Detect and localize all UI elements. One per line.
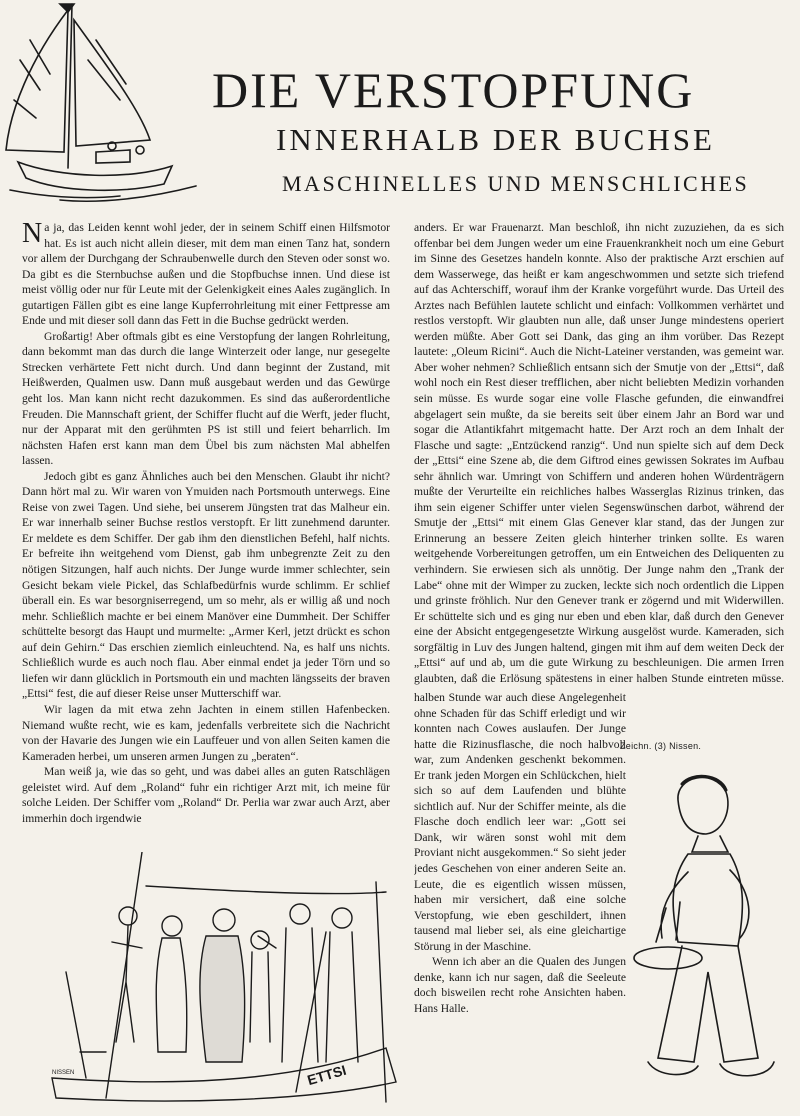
sailboat-illustration <box>0 0 200 205</box>
paragraph: anders. Er war Frauenarzt. Man beschloß, ihn nicht zuzuziehen, da es sich offenbar bei dem Jungen weder um eine Frauenkrankheit noch um eine Geburt im Sinne des Gesetzes handeln konnte. Also der praktische Arzt erschien auf dem Wasserwege, das heißt er kam angeschwommen und setzte sich triefend auf das Achterschiff, worauf ihm der Kranke vorgeführt wurde. Das Urteil des Arztes nach Befühlen lautete schlicht und einfach: Vollkommen verhärtet und restlos verstopft. Wir glaubten nun alle, daß unser Junge mindestens operiert werden müßte. Aber Gott sei Dank, das ging an ihm vorüber. Das Rezept lautete: „Oleum Ricini“. Auch die Nicht-Lateiner verstanden, was gemeint war. Aber woher nehmen? Schließlich entsann sich der Smutje von der „Ettsi“, daß wohl noch ein Rest dieser trefflichen, aber nicht beliebten Medizin vorhanden sein müsse. Es wurde sogar eine volle Flasche gefunden, die einwandfrei abgelagert sein mußte, da sie bereits seit über einem Jahr an Bord war und sogar die Atlantikfahrt mitgemacht hatte. Der Arzt roch an dem Inhalt der Flasche und sagte: „Entzückend ranzig“. Und nun spielte sich auf dem Deck der „Ettsi“ eine Szene ab, die dem Giftrod eines gewissen Sokrates im Aufbau sehr ähnlich war. Umringt von Schiffern und anderen hohen Würdenträgern mußte der Verurteilte ein reichliches halbes Wasserglas Rizinus trinken, das ihm sein eigener Schiffer unter vielen Segenswünschen darbot, während der Smutje der „Ettsi“ mit einem Glas Genever klar stand, das der Jungen zur Erinnerung an bessere Zeiten gleich hinterher trinken sollte. Es waren weitgehende Vorbereitungen getroffen, um ein Entweichen des Deliquenten zu verhindern. Sie erwiesen sich als unnötig. Der Junge nahm den „Trank der Labe“ ohne mit der Wimper zu zucken, leckte sich noch ordentlich die Lippen und grinste fröhlich. Nur den Genever trank er zögernd und mit Widerwillen. Er schüttelte sich und es ging nur eben und eben klar, daß durch den Genever eine der Absicht entgegengesetzte Wirkung ausgelöst wurde. Kameraden, sich sorgfältig in Luv des Jungen haltend, gingen mit ihm auf dem weiten Deck der „Ettsi“ auf und ab, um die gute Wirkung zu beschleunigen. Die armen Irren glaubten, daß die Erlösung spätestens in einer halben Stunde eintreten müsse. <box>414 221 784 685</box>
article-column-narrow <box>414 690 626 1090</box>
article-column-right <box>414 220 784 688</box>
illustration-credit: Zeichn. (3) Nissen. <box>620 741 702 751</box>
illustrator-signature: NISSEN <box>52 1070 75 1076</box>
page-title: DIE VERSTOPFUNG <box>212 62 695 118</box>
paragraph: halben Stunde war auch diese Angelegenheit ohne Schaden für das Schiff erledigt und wir konnten nach Cowes auslaufen. Der Junge hatte die Rizinusflasche, die noch halbvoll war, zum Andenken geschenkt bekommen. Er trank jeden Morgen ein Schlückchen, hielt sich so auf dem Laufenden und blühte sichtlich auf. Nur der Schiffer meinte, als die Flasche doch endlich leer war: „Gott sei Dank, wir wären sonst wohl mit dem Proviant nicht ausgekommen.“ So sieht jeder jedes Geschehen von einer anderen Seite an. Leute, die es eigentlich wissen müssen, haben mir versichert, daß eine solche Verstopfung, wie eben geschildert, ihnen tausend mal lieber sei, als eine gleichartige Störung in der Maschine. <box>414 691 626 953</box>
page-subtitle: INNERHALB DER BUCHSE <box>276 122 715 157</box>
article-column-left <box>22 220 390 840</box>
paragraph: Wenn ich aber an die Qualen des Jungen denke, kann ich nur sagen, daß die Seeleute doch bisweilen recht rohe Ansichten haben. Hans Halle. <box>414 955 626 1015</box>
paragraph: Großartig! Aber oftmals gibt es eine Verstopfung der langen Rohrleitung, dann bekommt man das durch die lange Winterzeit oder lange, nur gesegelte Strecken verhärtete Fett nicht durch. Und dann beginnt der Zustand, mit Heißwerden, Qualmen usw. Dann muß ausgebaut werden und das Gewürge geht los. Man kann nicht recht dazukommen. Es sind das außerordentliche Freuden. Die Mannschaft grient, der Schiffer flucht auf die Werft, jeder flucht, nur der Apparat mit den gerühmten PS ist still und feiert beharrlich. Im nächsten Hafen erst kann man dem Übel bis zum nächsten Mal abhelfen lassen. <box>22 329 390 468</box>
sailor-with-plate-illustration <box>628 762 794 1102</box>
drop-cap: N <box>22 220 43 249</box>
paragraph: Man weiß ja, wie das so geht, und was dabei alles an guten Ratschlägen geleistet wird. Auf dem „Roland“ fuhr ein richtiger Arzt mit, ich meine für solche Leiden. Der Schiffer vom „Roland“ Dr. Perlia war zwar auch Arzt, aber immerhin doch irgendwie <box>22 765 390 825</box>
crew-on-deck-illustration <box>46 852 406 1104</box>
paragraph: Jedoch gibt es ganz Ähnliches auch bei den Menschen. Glaubt ihr nicht? Dann hört mal zu. Wir waren von Ymuiden nach Portsmouth unterwegs. Eine Reise von zwei Tagen. Und siehe, bei unserem Jüngsten trat das Malheur ein. Er war innerhalb seiner Buchse restlos verstopft. Er litt zunehmend darunter. Er meldete es dem Schiffer. Der gab ihm den dienstlichen Befehl, half nichts. Er befreite ihn weitgehend vom Dienst, gab ihm unbegrenzte Zeit zu den nötigen Sitzungen, half auch nichts. Der Junge wurde immer schlechter, sein Gesicht bekam viele Pickel, das Schlafbedürfnis wurde schlimm. Er schlief überall ein. Es war besorgniserregend, um so mehr, als er willig aß und noch mehr. Schließlich machte er bei einem Manöver eine Dummheit. Der Schiffer schüttelte besorgt das Haupt und murmelte: „Armer Kerl, jetzt drückt es schon auf dein Gehirn.“ Das erschien ziemlich einleuchtend. Na, es half uns nichts. Schließlich wurde es auch noch flau. Aber einmal endet ja jeder Törn und so liefen wir dann glücklich in Portsmouth ein und machten längsseits der braven „Ettsi“ fest, die auf dieser Reise unser Mutterschiff war. <box>22 469 390 701</box>
boat-name-label: ETTSI <box>305 1061 348 1089</box>
article-header <box>0 0 800 208</box>
paragraph: Wir lagen da mit etwa zehn Jachten in einem stillen Hafenbecken. Niemand wußte recht, wie es kam, jedenfalls verbreitete sich die Nachricht von der Havarie des Jungen wie ein Lauffeuer und von allen Seiten kamen die Kameraden herbei, um unseren armen Jungen zu „beraten“. <box>22 702 390 763</box>
paragraph: Na ja, das Leiden kennt wohl jeder, der in seinem Schiff einen Hilfsmotor hat. Es ist auch nicht allein dieser, mit dem man einen Tanz hat, sondern vor allem der Durchgang der Schraubenwelle durch den Steven oder sonst wo. Da gibt es die Sternbuchse außen und die Stopfbuchse innen. Und diese ist meist völlig oder nur für Leute mit der Gelenkigkeit eines Aales zugänglich. In gutartigen Fällen gibt es eine lange Kupferrohrleitung mit einer Fettpresse am Ende und mit dieser soll dann das Fett in die Buchse gedrückt werden. <box>22 220 390 328</box>
page-tagline: MASCHINELLES UND MENSCHLICHES <box>282 171 750 196</box>
